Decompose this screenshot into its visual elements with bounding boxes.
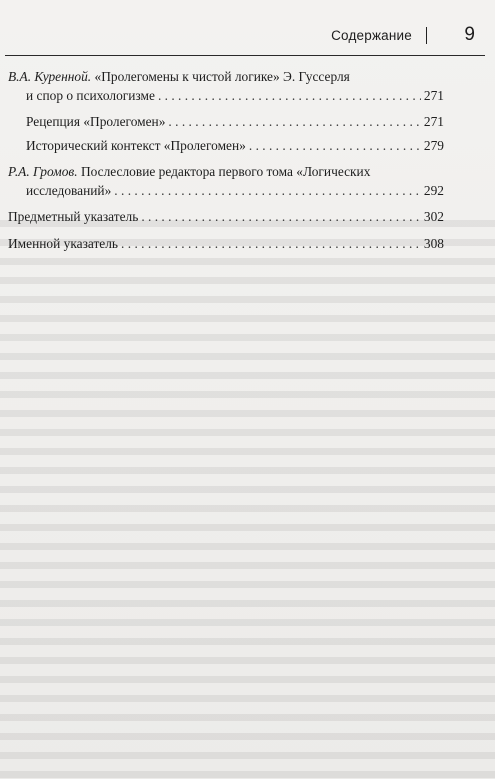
leader-dots	[158, 87, 421, 106]
toc-page-number: 308	[423, 235, 444, 251]
toc-entry-line	[8, 208, 444, 227]
toc-entry-subject-index[interactable]	[8, 208, 444, 227]
leader-dots	[114, 182, 421, 201]
page-show-through	[0, 220, 495, 779]
toc-entry-line	[8, 182, 444, 201]
toc-title: Именной указатель	[8, 235, 119, 251]
toc-author: В.А. Куренной.	[8, 69, 92, 84]
toc-entry-line	[8, 163, 444, 182]
toc-author: Р.А. Громов.	[8, 164, 78, 179]
toc-title-continued: и спор о психологизме	[26, 87, 155, 103]
toc-entry-reception[interactable]	[8, 113, 444, 132]
page-number: 9	[464, 24, 475, 45]
table-of-contents	[8, 68, 444, 261]
toc-entry-line	[8, 68, 444, 87]
toc-page-number: 302	[423, 209, 444, 224]
running-header	[331, 24, 475, 45]
toc-subtitle: Рецепция «Пролегомен»	[26, 114, 166, 129]
toc-entry-line	[8, 235, 444, 254]
leader-dots	[168, 113, 420, 132]
leader-dots	[141, 208, 421, 227]
toc-entry-line	[8, 113, 444, 132]
toc-title: Предметный указатель	[8, 209, 139, 224]
header-rule	[5, 55, 485, 56]
leader-dots	[249, 137, 421, 156]
toc-title: Послесловие редактора первого тома «Логических	[80, 164, 371, 179]
toc-entry-gromov[interactable]	[8, 163, 444, 200]
toc-page-number: 271	[423, 87, 444, 103]
toc-entry-kurennoy[interactable]	[8, 68, 444, 105]
toc-subtitle: Исторический контекст «Пролегомен»	[26, 137, 246, 153]
toc-entry-line	[8, 87, 444, 106]
toc-entry-name-index[interactable]	[8, 235, 444, 254]
toc-entry-historical-context[interactable]	[8, 137, 444, 156]
toc-page-number: 279	[423, 137, 444, 153]
header-divider	[426, 27, 427, 44]
toc-page-number: 271	[423, 114, 444, 129]
toc-entry-line	[8, 137, 444, 156]
section-title: Содержание	[331, 28, 412, 43]
toc-page-number: 292	[423, 182, 444, 198]
toc-title: «Пролегомены к чистой логике» Э. Гуссерля	[94, 69, 350, 84]
toc-title-continued: исследований»	[26, 182, 112, 198]
leader-dots	[121, 235, 421, 254]
